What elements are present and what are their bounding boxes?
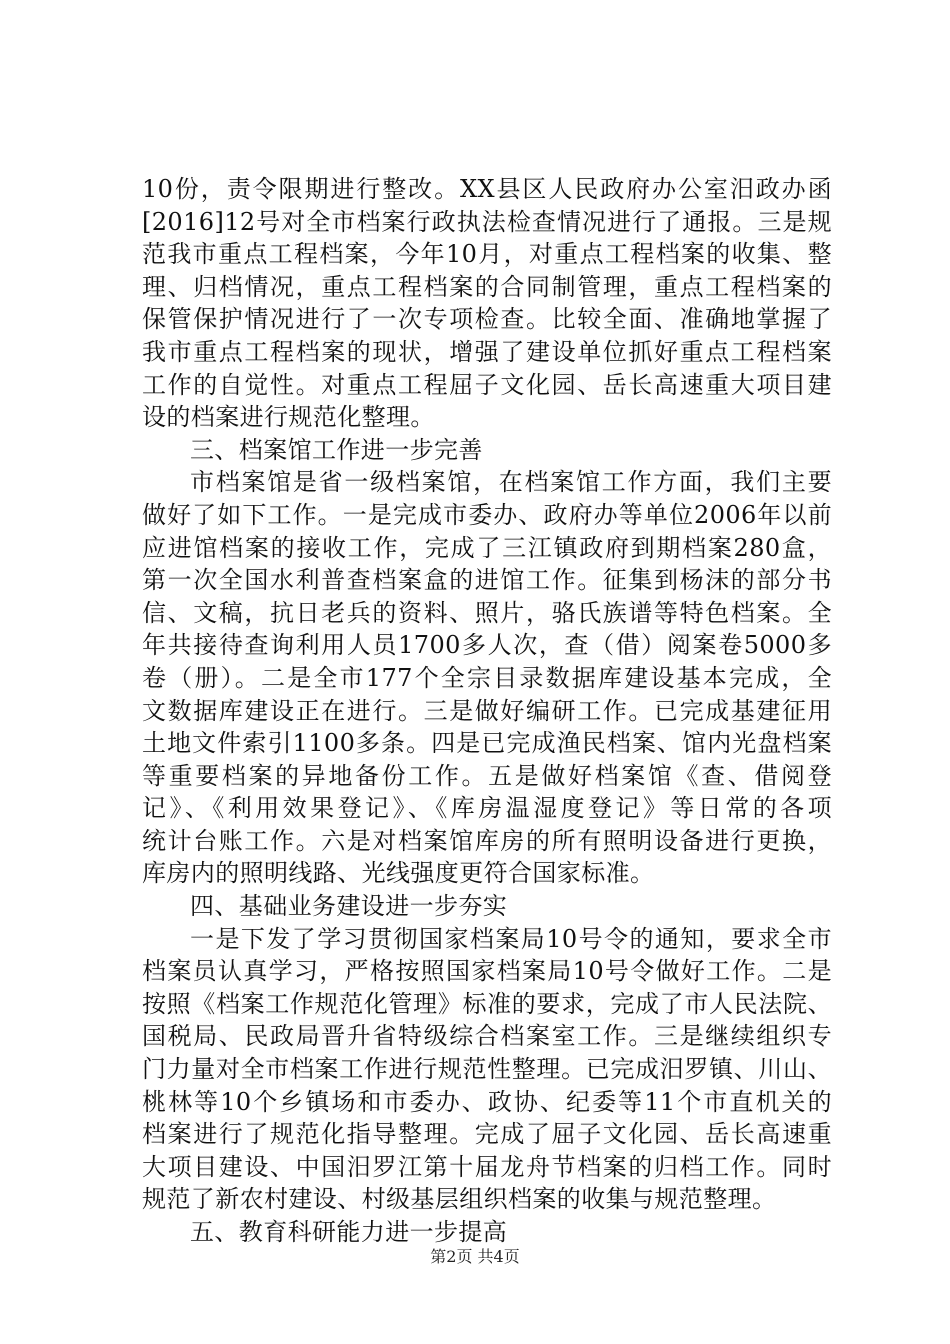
body-line: 应进馆档案的接收工作，完成了三江镇政府到期档案280盒， <box>142 533 832 562</box>
section-heading-5: 五、教育科研能力进一步提高 <box>190 1218 508 1246</box>
body-line: 库房内的照明线路、光线强度更符合国家标准。 <box>142 859 655 888</box>
body-line: 10份，责令限期进行整改。XX县区人民政府办公室汨政办函 <box>142 175 832 203</box>
body-line: 设的档案进行规范化整理。 <box>142 403 435 432</box>
body-line: 规范了新农村建设、村级基层组织档案的收集与规范整理。 <box>142 1185 777 1214</box>
body-line: 国税局、民政局晋升省特级综合档案室工作。三是继续组织专 <box>142 1022 832 1051</box>
body-line: 做好了如下工作。一是完成市委办、政府办等单位2006年以前 <box>142 500 832 529</box>
page-number-footer: 第2页 共4页 <box>430 1247 520 1266</box>
section-heading-3: 三、档案馆工作进一步完善 <box>190 435 483 464</box>
body-line: 等重要档案的异地备份工作。五是做好档案馆《查、借阅登 <box>142 761 832 790</box>
body-line: 档案员认真学习，严格按照国家档案局10号令做好工作。二是 <box>142 957 832 986</box>
section-heading-4: 四、基础业务建设进一步夯实 <box>190 892 508 921</box>
body-line: 信、文稿，抗日老兵的资料、照片，骆氏族谱等特色档案。全 <box>142 598 832 627</box>
body-line: 工作的自觉性。对重点工程屈子文化园、岳长高速重大项目建 <box>142 370 832 399</box>
body-line: 门力量对全市档案工作进行规范性整理。已完成汨罗镇、川山、 <box>142 1055 832 1084</box>
document-body <box>142 173 832 1249</box>
body-line: 一是下发了学习贯彻国家档案局10号令的通知，要求全市 <box>190 924 832 953</box>
body-line: 范我市重点工程档案，今年10月，对重点工程档案的收集、整 <box>142 240 832 269</box>
body-line: 文数据库建设正在进行。三是做好编研工作。已完成基建征用 <box>142 696 832 725</box>
body-line: 大项目建设、中国汨罗江第十届龙舟节档案的归档工作。同时 <box>142 1152 832 1181</box>
body-line: [2016]12号对全市档案行政执法检查情况进行了通报。三是规 <box>142 207 832 236</box>
body-line: 统计台账工作。六是对档案馆库房的所有照明设备进行更换， <box>142 826 832 855</box>
body-line: 保管保护情况进行了一次专项检查。比较全面、准确地掌握了 <box>142 305 832 334</box>
body-line: 土地文件索引1100多条。四是已完成渔民档案、馆内光盘档案 <box>142 729 832 758</box>
body-line: 第一次全国水利普查档案盒的进馆工作。征集到杨沫的部分书 <box>142 566 832 595</box>
body-line: 记》、《利用效果登记》、《库房温湿度登记》等日常的各项 <box>142 794 832 823</box>
body-line: 我市重点工程档案的现状，增强了建设单位抓好重点工程档案 <box>142 337 832 366</box>
body-line: 市档案馆是省一级档案馆，在档案馆工作方面，我们主要 <box>190 468 832 497</box>
body-line: 档案进行了规范化指导整理。完成了屈子文化园、岳长高速重 <box>142 1120 832 1149</box>
body-line: 按照《档案工作规范化管理》标准的要求，完成了市人民法院、 <box>142 989 832 1018</box>
body-line: 桃林等10个乡镇场和市委办、政协、纪委等11个市直机关的 <box>142 1087 832 1116</box>
body-line: 卷（册）。二是全市177个全宗目录数据库建设基本完成，全 <box>142 663 832 692</box>
body-line: 年共接待查询利用人员1700多人次，查（借）阅案卷5000多 <box>142 631 832 660</box>
body-line: 理、归档情况，重点工程档案的合同制管理，重点工程档案的 <box>142 272 832 301</box>
